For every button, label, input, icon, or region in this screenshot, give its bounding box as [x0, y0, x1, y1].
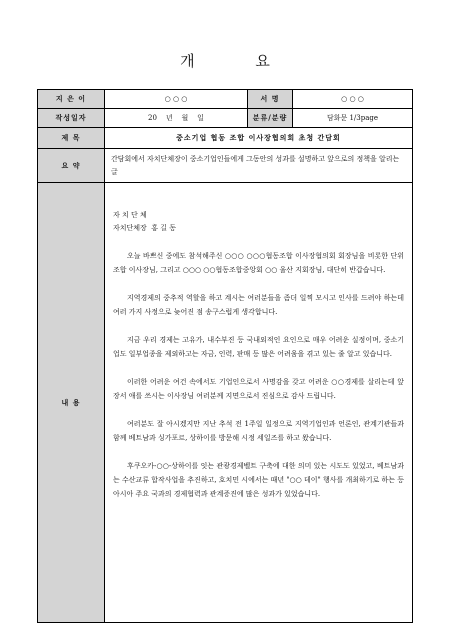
summary-value: 간담회에서 자치단체장이 중소기업인들에게 그동안의 성과를 설명하고 앞으로의 정책을 알리는 글	[105, 149, 413, 183]
paragraph-5: 여러분도 잘 아시겠지만 지난 추석 전 1주일 일정으로 지역기업인과 언론인, 관계기관들과 함께 베트남과 싱가포르, 상하이를 방문해 시정 세일즈를 하고 왔습니다.	[113, 420, 404, 442]
paragraph-4: 이러한 어려운 여건 속에서도 기업인으로서 사명감을 갖고 어려운 ○○경제를 살리는데 앞장서 애를 쓰시는 이사장님 여러분께 지면으로서 진심으로 감사 드립니다.	[113, 378, 404, 400]
signature-value: ○ ○ ○	[293, 90, 413, 109]
category-label: 분류/분량	[248, 109, 293, 128]
subject-value: 중소기업 협동 조합 이사장협의회 초청 간담회	[105, 128, 413, 149]
date-value: 20 년 월 일	[105, 109, 248, 128]
greeting-line-2: 자치단체장 홍 길 동	[113, 224, 176, 232]
paragraph-6: 후쿠오카-○○-상하이를 잇는 관광경제벨트 구축에 대한 의미 있는 시도도 있었고, 베트남과는 수산교류 합작사업을 추진하고, 호치민 시에서는 때년 "○○ 데이" 행사를 개최하기로 하는 등 아시아 주요 국과의 경제협력과 관계증진에 많은 성과가 있었습니다.	[113, 462, 405, 498]
paragraph-1: 오늘 바쁘신 중에도 참석해주신 ○○○ ○○○협동조합 이사장협의회 회장님을 비롯한 단위조합 이사장님, 그리고 ○○○ ○○협동조합중앙회 ○○ 울산 지회장님, 대단히 반갑습니다.	[113, 252, 404, 274]
summary-form	[37, 89, 413, 623]
greeting	[113, 209, 404, 235]
date-label: 작성일자	[38, 109, 105, 128]
content-body	[105, 183, 413, 623]
signature-label: 서 명	[248, 90, 293, 109]
author-value: ○ ○ ○	[105, 90, 248, 109]
greeting-line-1: 자 치 단 체	[113, 211, 147, 219]
summary-label: 요 약	[38, 149, 105, 183]
paragraph-2: 지역경제의 중추적 역할을 하고 계시는 여러분들을 좀더 일찍 모시고 인사를 드려야 하는데 여러 가지 사정으로 늦어진 점 송구스럽게 생각합니다.	[113, 294, 404, 316]
page-title: 개 요	[180, 52, 298, 70]
category-value: 담화문 1/3page	[293, 109, 413, 128]
content-label: 내 용	[38, 183, 105, 623]
paragraph-3: 지금 우리 경제는 고유가, 내수부진 등 국내외적인 요인으로 매우 어려운 실정이며, 중소기업도 일부업종을 제외하고는 자금, 인력, 판매 등 많은 어려움을 겪고 있는 줄 알고 있습니다.	[113, 336, 404, 358]
author-label: 지 은 이	[38, 90, 105, 109]
subject-label: 제 목	[38, 128, 105, 149]
